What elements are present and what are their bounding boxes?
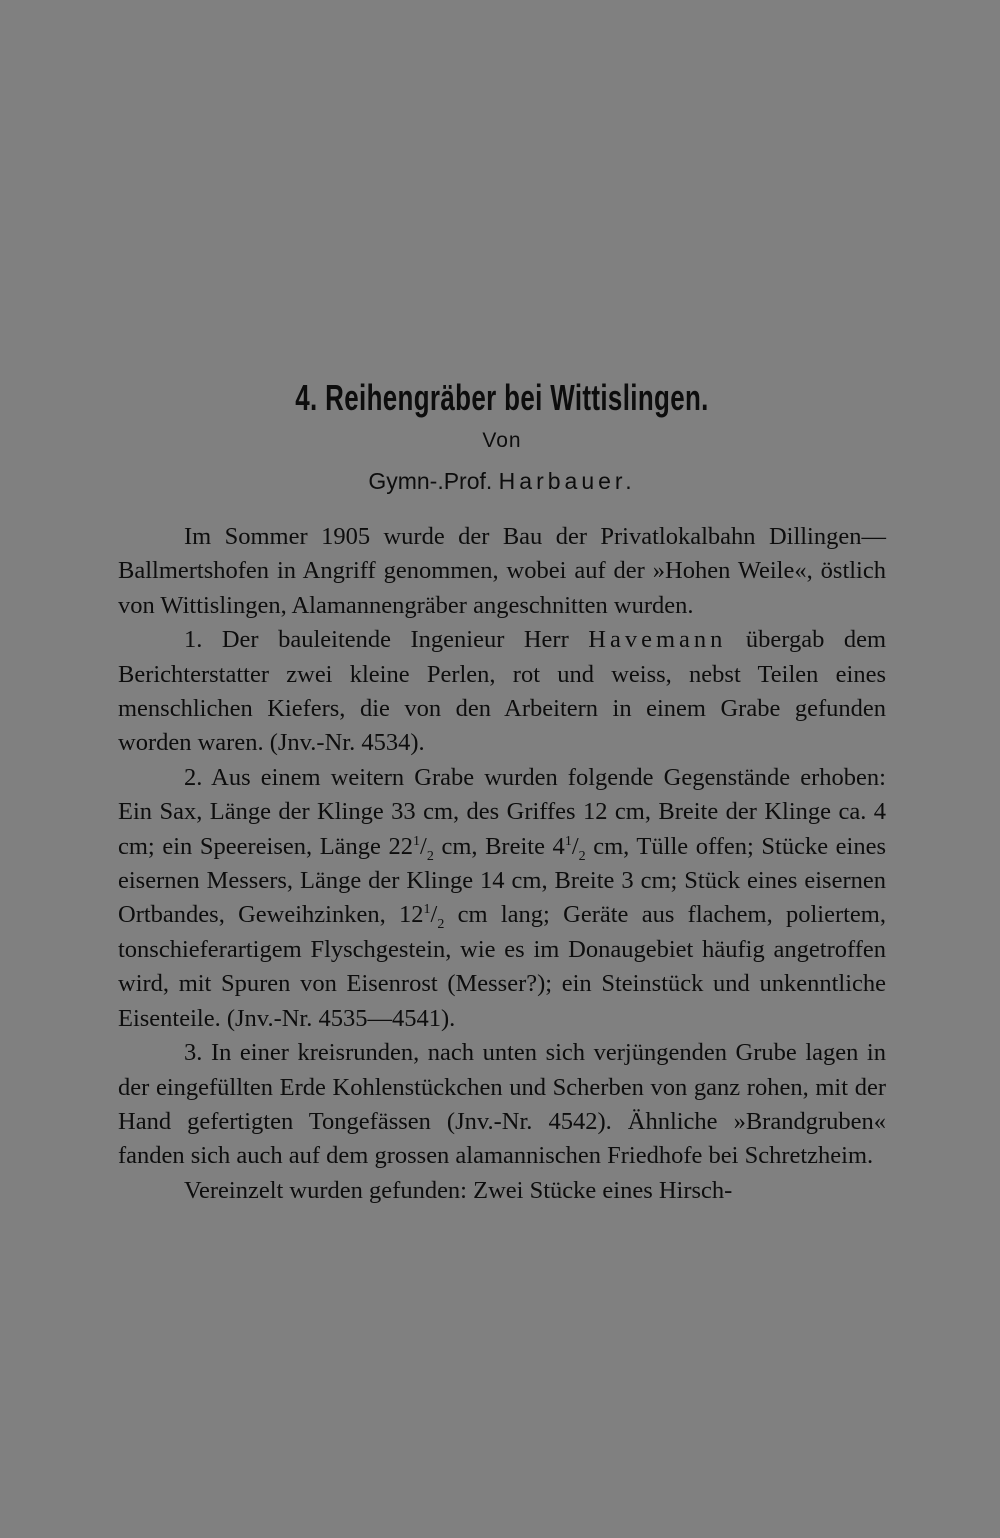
paragraph-text: 2. Aus einem weitern Grabe wurden folgende Gegenstände erhoben: Ein Sax, Länge der Klinge 33 cm, des Griffes 12 cm, Breite der Klinge ca. 4 cm; ein Speereisen, Länge 22 bbox=[118, 763, 886, 860]
engineer-name: Havemann bbox=[588, 626, 727, 654]
document-page bbox=[118, 374, 886, 1208]
paragraph-text: cm lang; Geräte aus flachem, poliertem, tonschieferartigem Flyschgestein, wie es im Donaugebiet häufig angetroffen wird, mit Spuren von Eisenrost (Messer?); ein Steinstück und unkenntliche Eisenteile. (Jnv.-Nr. 4535—4541). bbox=[118, 901, 886, 1032]
author-name: Harbauer. bbox=[498, 468, 636, 494]
fraction-numerator: 1 bbox=[423, 902, 431, 918]
fraction-denominator: 2 bbox=[437, 917, 445, 933]
byline-von: Von bbox=[482, 429, 522, 452]
paragraph-item-3: 3. In einer kreisrunden, nach unten sich verjüngenden Grube lagen in der eingefüllten Erde Kohlenstückchen und Scherben von ganz rohen, mit der Hand gefertigten Tongefässen (Jnv.-Nr. 4542). Ähnliche »Brandgruben« fanden sich auch auf dem grossen alamannischen Friedhofe bei Schretzheim. bbox=[118, 1039, 886, 1170]
paragraph-continuation: Vereinzelt wurden gefunden: Zwei Stücke eines Hirsch- bbox=[184, 1176, 733, 1204]
fraction-denominator: 2 bbox=[578, 848, 586, 864]
author-prefix: Gymn-.Prof. bbox=[368, 468, 493, 494]
fraction-numerator: 1 bbox=[564, 833, 572, 849]
fraction-numerator: 1 bbox=[413, 833, 421, 849]
paragraph-text: übergab dem Berichterstatter zwei kleine Perlen, rot und weiss, nebst Teilen eines menschlichen Kiefers, die von den Arbeitern in einem Grabe gefunden worden waren. (Jnv.-Nr. 4534). bbox=[118, 626, 887, 757]
author-line bbox=[118, 464, 886, 498]
paragraph-text: 1. Der bauleitende Ingenieur Herr bbox=[184, 626, 569, 654]
paragraph-intro: Im Sommer 1905 wurde der Bau der Privatlokalbahn Dillingen—Ballmertshofen in Angriff genommen, wobei auf der »Hohen Weile«, östlich von Wittislingen, Alamannengräber angeschnitten wurden. bbox=[118, 523, 886, 619]
article-body bbox=[118, 520, 886, 1208]
paragraph-text: cm, Tülle offen; Stücke eines eisernen Messers, Länge der Klinge 14 cm, Breite 3 cm; Stück eines eisernen Ortbandes, Geweihzinken, 12 bbox=[118, 832, 887, 929]
paragraph-item-2: 2. Aus einem weitern Grabe wurden folgende Gegenstände erhoben: Ein Sax, Länge der Klinge 33 cm, des Griffes 12 cm, Breite der Klinge ca. 4 cm; ein Speereisen, Länge $22^1/_2$ cm, Breite $4^1/_2$ cm, Tülle offen; Stücke eines eisernen Messers, Länge der Klinge 14 cm, Breite 3 cm; Stück eines eisernen Ortbandes, Geweihzinken, $12^1/_2$ cm lang; Geräte aus flachem, poliertem, tonschieferartigem Flyschgestein, wie es im Donaugebiet häufig angetroffen wird, mit Spuren von Eisenrost (Messer?); ein Steinstück und unkenntliche Eisenteile. (Jnv.-Nr. 4535—4541). bbox=[118, 763, 887, 1032]
article-title: 4. Reihengräber bei Wittislingen. bbox=[295, 377, 709, 418]
paragraph-item-1 bbox=[118, 623, 886, 761]
fraction-denominator: 2 bbox=[426, 848, 434, 864]
paragraph-text: cm, Breite 4 bbox=[433, 832, 565, 860]
